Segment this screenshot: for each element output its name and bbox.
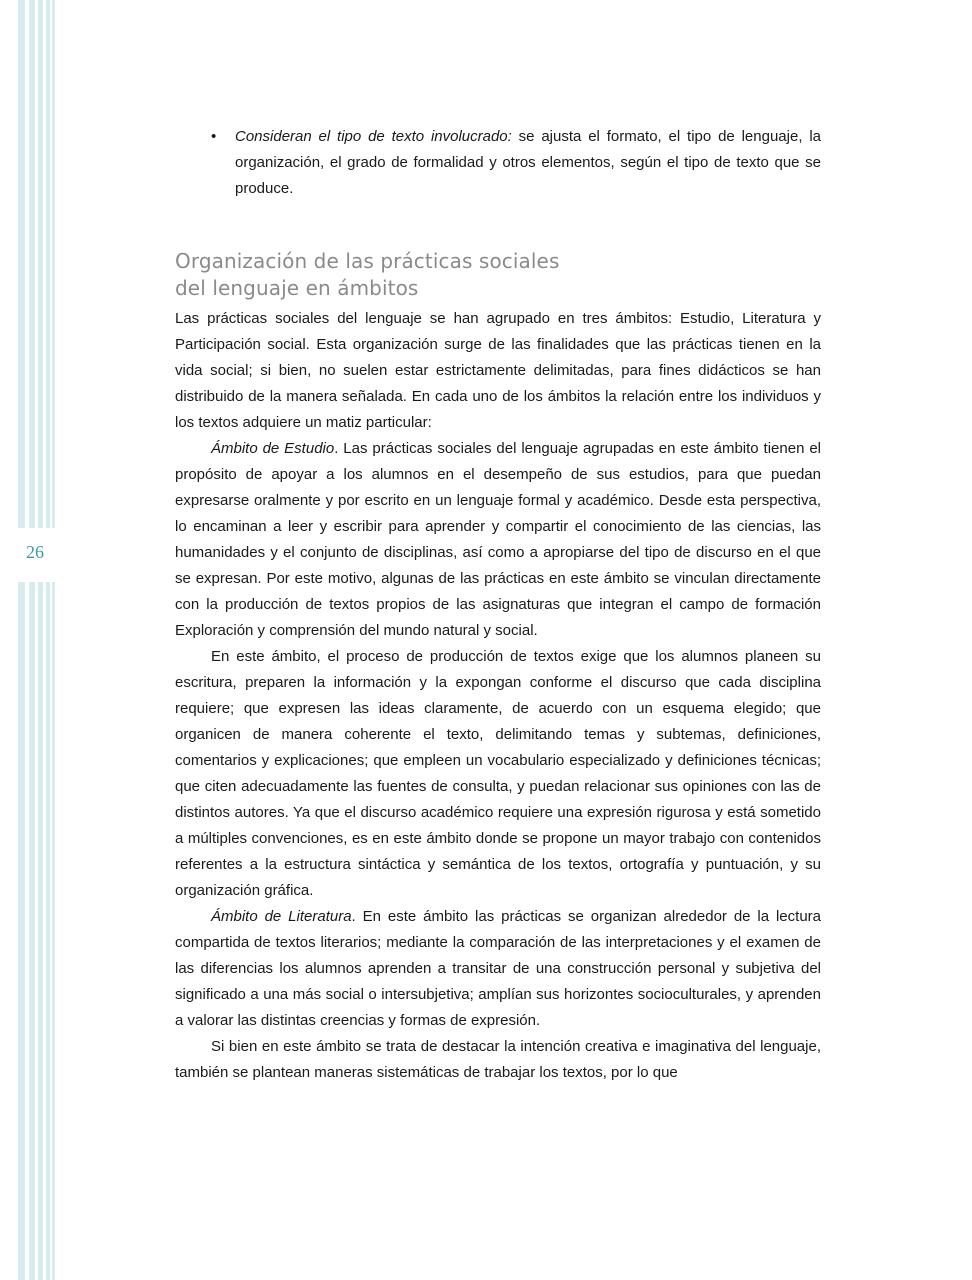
bullet-text: se ajusta el formato, el tipo de lenguaje, la organización, el grado de formalidad y otros elementos, según el tipo de texto que se produce. [235,128,821,197]
margin-stripe [52,0,55,1280]
bullet-lead: Consideran el tipo de texto involucrado: [235,128,512,145]
literatura-text: . En este ámbito las prácticas se organizan alrededor de la lectura compartida de textos literarios; mediante la comparación de las interpretaciones y el examen de las diferencias los alumnos aprenden a transitar de una construcción personal y subjetiva del significado a una más social o intersubjetiva; amplían sus horizontes socioculturales, y aprenden a valorar las distintas creencias y formas de expresión. [175,908,821,1029]
intro-paragraph: Las prácticas sociales del lenguaje se han agrupado en tres ámbitos: Estudio, Literatura y Participación social. Esta organización surge de las finalidades que las prácticas tienen en la vida social; si bien, no suelen estar estrictamente delimitadas, para fines didácticos se han distribuido de la manera señalada. En cada uno de los ámbitos la relación entre los individuos y los textos adquiere un matiz particular: [175,310,821,431]
estudio-text: . Las prácticas sociales del lenguaje agrupadas en este ámbito tienen el propósito de apoyar a los alumnos en el desempeño de sus estudios, para que puedan expresarse oralmente y por escrito en un lenguaje formal y académico. Desde esta perspectiva, lo encaminan a leer y escribir para aprender y compartir el conocimiento de las ciencias, las humanidades y el conjunto de disciplinas, así como a apropiarse del tipo de discurso en el que se expresan. Por este motivo, algunas de las prácticas en este ámbito se vinculan directamente con la producción de textos propios de las asignaturas que integran el campo de formación Exploración y comprensión del mundo natural y social. [175,440,821,639]
section-title [175,248,821,302]
page-number: 26 [26,542,44,562]
margin-stripe [38,0,43,1280]
literatura-paragraph-2: Si bien en este ámbito se trata de destacar la intención creativa e imaginativa del lenguaje, también se plantean maneras sistemáticas de trabajar los textos, por lo que [175,1038,821,1081]
estudio-paragraph [175,436,821,644]
page-content [175,124,821,1086]
bullet-icon: • [211,128,217,145]
literatura-lead: Ámbito de Literatura [211,908,352,925]
estudio-paragraph-2: En este ámbito, el proceso de producción de textos exige que los alumnos planeen su escritura, preparen la información y la expongan conforme el discurso que cada disciplina requiere; que expresen las ideas claramente, de acuerdo con un esquema elegido; que organicen de manera coherente el texto, delimitando temas y subtemas, definiciones, comentarios y explicaciones; que empleen un vocabulario especializado y definiciones técnicas; que citen adecuadamente las fuentes de consulta, y puedan relacionar sus opiniones con las de distintos autores. Ya que el discurso académico requiere una expresión rigurosa y está sometido a múltiples convenciones, es en este ámbito donde se propone un mayor trabajo con contenidos referentes a la estructura sintáctica y semántica de los textos, ortografía y puntuación, y su organización gráfica. [175,648,821,899]
bullet-list [175,124,821,202]
section-title-line-2: del lenguaje en ámbitos [175,276,419,300]
margin-decoration [0,0,60,1280]
list-item [211,124,821,202]
section-title-line-1: Organización de las prácticas sociales [175,249,560,273]
margin-stripe [46,0,50,1280]
literatura-paragraph [175,904,821,1034]
margin-stripe [18,0,25,1280]
margin-stripe [29,0,35,1280]
estudio-lead: Ámbito de Estudio [211,440,335,457]
